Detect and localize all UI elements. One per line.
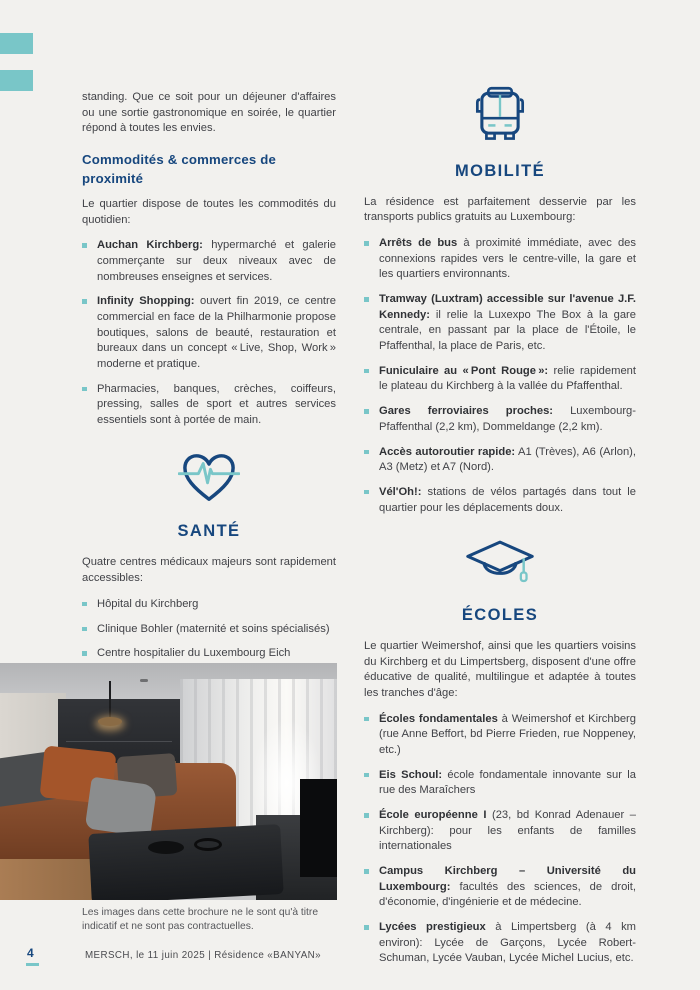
photo-spotlight xyxy=(140,679,148,682)
list-item: Gares ferroviaires proches: Luxembourg-Pfaffenthal (2,2 km), Dommeldange (2,2 km). xyxy=(364,404,636,435)
photo-bowl xyxy=(148,841,184,854)
intro-paragraph: standing. Que ce soit pour un déjeuner d'affaires ou une sortie gastronomique en soirée, le quartier répond à toutes les envies. xyxy=(82,91,336,135)
page-number-underline xyxy=(26,963,39,966)
bullet-square-icon xyxy=(82,387,87,392)
bullet-square-icon xyxy=(82,651,87,656)
photo-decor-ring xyxy=(194,838,222,851)
bullet-square-icon xyxy=(364,297,369,302)
bullet-square-icon xyxy=(364,369,369,374)
bullet-square-icon xyxy=(364,450,369,455)
mobilite-section-header xyxy=(364,86,636,183)
sante-title: SANTÉ xyxy=(177,522,241,541)
heart-pulse-icon xyxy=(178,451,240,505)
list-item: Hôpital du Kirchberg xyxy=(82,597,336,613)
list-item: Pharmacies, banques, crèches, coiffeurs, pressing, salles de sport et autres services essentiels sont à portée de main. xyxy=(82,382,336,429)
photo-tv xyxy=(300,779,337,877)
mobilite-list xyxy=(364,236,636,516)
ecoles-lede: Le quartier Weimershof, ainsi que les quartiers voisins du Kirchberg et du Limpertsberg, disposent d'une offre éducative de qualité, multilingue et adaptée à toutes les tranches d'âge: xyxy=(364,639,636,699)
list-item: Clinique Bohler (maternité et soins spécialisés) xyxy=(82,622,336,638)
bullet-square-icon xyxy=(364,490,369,495)
bullet-square-icon xyxy=(364,773,369,778)
list-item: Tramway (Luxtram) accessible sur l'avenue J.F. Kennedy: il relie la Luxexpo The Box à la gare centrale, en passant par la place de l'Étoile, le Pfaffenthal, la place de Paris, etc. xyxy=(364,292,636,355)
list-item: Auchan Kirchberg: hypermarché et galerie commerçante sur deux niveaux avec de nombreuses enseignes et services. xyxy=(82,238,336,285)
list-item: Campus Kirchberg – Université du Luxembourg: facultés des sciences, de droit, d'économie, d'ingénierie et de médecine. xyxy=(364,864,636,911)
photo-caption: Les images dans cette brochure ne le sont qu'à titre indicatif et ne sont pas contractuelles. xyxy=(82,907,319,933)
photo-pendant-cord xyxy=(109,681,111,719)
mobilite-lede: La résidence est parfaitement desservie par les transports publics gratuits au Luxembourg: xyxy=(364,195,636,224)
list-item: Lycées prestigieux à Limpertsberg (à 4 km environ): Lycée de Garçons, Lycée Robert-Schuman, Lycée Vauban, Lycée Michel Lucius, etc. xyxy=(364,920,636,967)
bullet-square-icon xyxy=(364,409,369,414)
ecoles-title: ÉCOLES xyxy=(461,605,539,624)
photo-throw-blanket xyxy=(85,777,158,838)
photo-cabinet-shelf xyxy=(66,741,172,742)
bus-icon xyxy=(471,86,529,144)
teal-accent-bar xyxy=(0,33,33,54)
ecoles-section-header xyxy=(364,538,636,627)
interior-photo xyxy=(0,663,337,900)
list-item: École européenne I (23, bd Konrad Adenauer – Kirchberg): pour les enfants de familles internationales xyxy=(364,808,636,855)
bullet-square-icon xyxy=(82,299,87,304)
list-item: Vél'Oh!: stations de vélos partagés dans tout le quartier pour les déplacements doux. xyxy=(364,485,636,516)
commodites-list xyxy=(82,238,336,428)
commodites-lede: Le quartier dispose de toutes les commodités du quotidien: xyxy=(82,197,336,226)
bullet-square-icon xyxy=(364,241,369,246)
footer-text: MERSCH, le 11 juin 2025 | Résidence «BANYAN» xyxy=(85,950,321,961)
bullet-square-icon xyxy=(82,243,87,248)
list-item: Accès autoroutier rapide: A1 (Trèves), A6 (Arlon), A3 (Metz) et A7 (Nord). xyxy=(364,445,636,476)
mobilite-title: MOBILITÉ xyxy=(454,161,546,180)
bullet-square-icon xyxy=(82,602,87,607)
list-item: Funiculaire au « Pont Rouge »: relie rapidement le plateau du Kirchberg à la vallée du Pfaffenthal. xyxy=(364,364,636,395)
sante-lede: Quatre centres médicaux majeurs sont rapidement accessibles: xyxy=(82,556,336,585)
commodites-heading: Commodités & commerces de proximité xyxy=(82,152,277,186)
photo-coffee-table xyxy=(88,824,283,900)
ecoles-list xyxy=(364,712,636,967)
left-column xyxy=(82,90,336,753)
graduation-cap-icon xyxy=(464,538,536,588)
teal-accent-bar xyxy=(0,70,33,91)
list-item: Centre hospitalier du Luxembourg Eich xyxy=(82,646,336,662)
page-number: 4 xyxy=(27,946,34,960)
list-item: Écoles fondamentales à Weimershof et Kirchberg (rue Anne Beffort, bd Pierre Frieden, rue Noppeney, etc.) xyxy=(364,712,636,759)
list-item: Eis Schoul: école fondamentale innovante sur la rue des Maraîchers xyxy=(364,768,636,799)
bullet-square-icon xyxy=(364,717,369,722)
bullet-square-icon xyxy=(364,869,369,874)
list-item: Arrêts de bus à proximité immédiate, avec des connexions rapides vers le centre-ville, la gare et les quartiers environnants. xyxy=(364,236,636,283)
sante-section-header xyxy=(82,451,336,544)
bullet-square-icon xyxy=(364,813,369,818)
bullet-square-icon xyxy=(364,925,369,930)
photo-pendant-lamp xyxy=(98,717,122,726)
bullet-square-icon xyxy=(82,627,87,632)
list-item: Infinity Shopping: ouvert fin 2019, ce centre commercial en face de la Philharmonie propose boutiques, salons de beauté, restauration et bureaux dans un concept « Live, Shop, Work » moderne et pratique. xyxy=(82,294,336,372)
right-column xyxy=(364,86,636,976)
